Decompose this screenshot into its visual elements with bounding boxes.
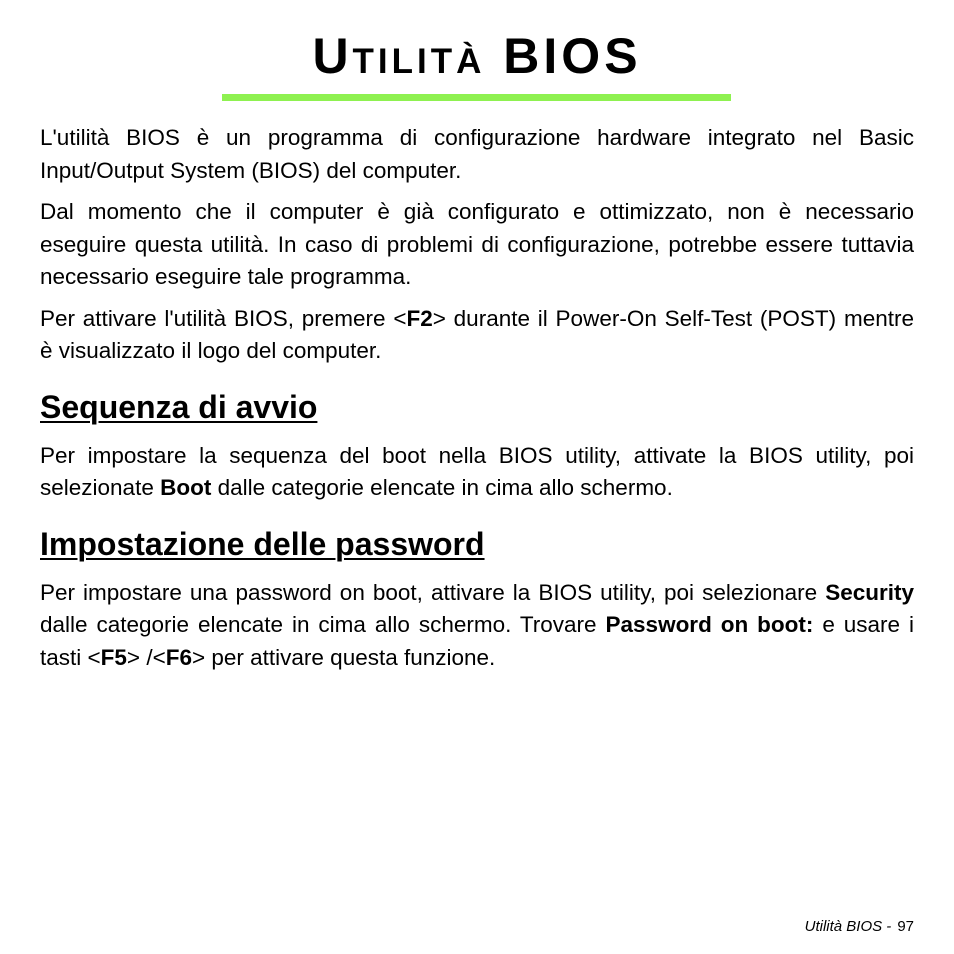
document-body [40,122,914,683]
password-text-g: > /< [126,644,166,670]
password-text-e: e usare i tasti < [40,612,914,670]
intro-p3-text-start: Per attivare l'utilità BIOS, premere < [40,305,407,331]
title-underline-bar [222,94,731,101]
boot-keyword: Boot [160,475,212,500]
page-title: Utilità BIOS [312,28,642,84]
password-paragraph [40,577,914,675]
f6-key: F6 [165,644,192,670]
f5-key: F5 [100,644,127,670]
intro-paragraph-2: Dal momento che il computer è già configurato e ottimizzato, non è necessario eseguire questa utilità. In caso di problemi di configurazione, potrebbe essere tuttavia necessario eseguire tale programma. [40,199,914,289]
page-number: 97 [897,918,914,935]
intro-p3-text-end: > durante il Power-On Self-Test (POST) mentre è visualizzato il logo del computer. [40,305,914,363]
f2-key: F2 [406,305,433,331]
password-text-i: > per attivare questa funzione. [191,644,496,670]
footer-label: Utilità BIOS - [804,918,892,935]
boot-sequence-paragraph [40,440,914,505]
intro-paragraph-3 [40,303,914,368]
intro-paragraph-1: L'utilità BIOS è un programma di configurazione hardware integrato nel Basic Input/Output System (BIOS) del computer. [40,125,914,183]
boot-text-end: dalle categorie elencate in cima allo schermo. [211,475,673,500]
password-on-boot-keyword: Password on boot: [605,612,814,637]
boot-text-start: Per impostare la sequenza del boot nella BIOS utility, attivate la BIOS utility, poi selezionate [40,442,914,500]
password-heading: Impostazione delle password [40,525,485,562]
password-text-c: dalle categorie elencate in cima allo schermo. Trovare [40,612,606,637]
boot-sequence-heading: Sequenza di avvio [40,388,318,425]
page-footer [805,917,914,937]
password-text-a: Per impostare una password on boot, attivare la BIOS utility, poi selezionare [40,579,826,605]
security-keyword: Security [825,579,914,605]
